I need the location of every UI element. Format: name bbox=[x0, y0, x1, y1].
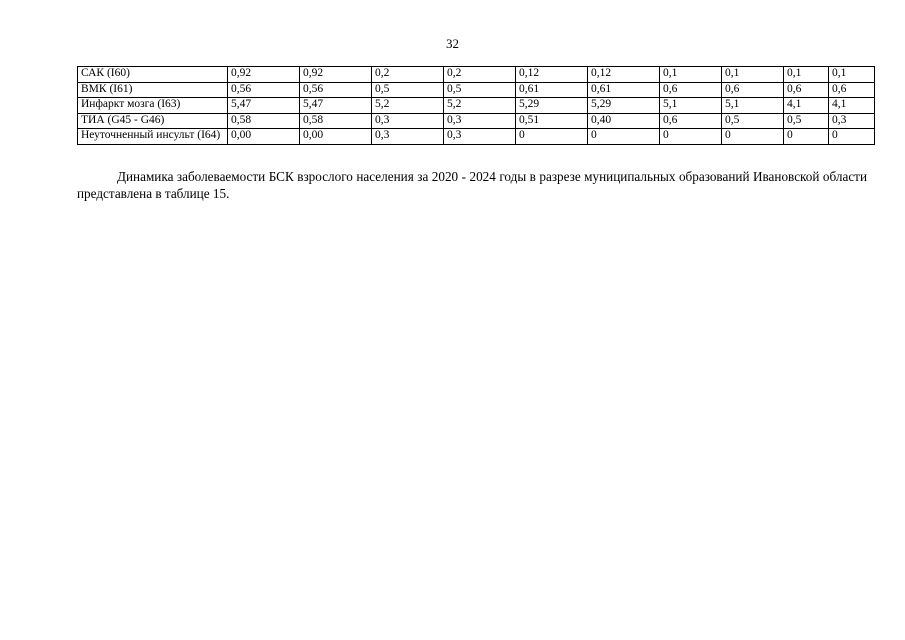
row-label: ТИА (G45 - G46) bbox=[78, 113, 228, 129]
cell-value: 0,6 bbox=[784, 82, 829, 98]
page-number: 32 bbox=[446, 36, 459, 51]
cell-value: 5,1 bbox=[722, 98, 784, 114]
row-label: Неуточненный инсульт (I64) bbox=[78, 129, 228, 145]
cell-value: 5,29 bbox=[516, 98, 588, 114]
cell-value: 0,1 bbox=[784, 67, 829, 83]
cell-value: 0,3 bbox=[829, 113, 875, 129]
cell-value: 0,3 bbox=[372, 129, 444, 145]
table-row bbox=[78, 129, 875, 145]
cell-value: 0,2 bbox=[372, 67, 444, 83]
cell-value: 0 bbox=[784, 129, 829, 145]
cell-value: 0 bbox=[588, 129, 660, 145]
body-paragraph bbox=[77, 168, 867, 203]
cell-value: 0 bbox=[660, 129, 722, 145]
row-label: ВМК (I61) bbox=[78, 82, 228, 98]
table-row bbox=[78, 113, 875, 129]
cell-value: 5,2 bbox=[444, 98, 516, 114]
cell-value: 0,12 bbox=[588, 67, 660, 83]
cell-value: 0 bbox=[516, 129, 588, 145]
table-row bbox=[78, 98, 875, 114]
paragraph-text: Динамика заболеваемости БСК взрослого населения за 2020 - 2024 годы в разрезе муниципальных образований Ивановской области представлена в таблице 15. bbox=[77, 169, 867, 202]
cell-value: 0,58 bbox=[228, 113, 300, 129]
cell-value: 0,56 bbox=[228, 82, 300, 98]
cell-value: 0,51 bbox=[516, 113, 588, 129]
cell-value: 0,3 bbox=[444, 129, 516, 145]
cell-value: 5,1 bbox=[660, 98, 722, 114]
cell-value: 0,12 bbox=[516, 67, 588, 83]
cell-value: 0,92 bbox=[300, 67, 372, 83]
cell-value: 0,58 bbox=[300, 113, 372, 129]
cell-value: 5,47 bbox=[228, 98, 300, 114]
cell-value: 0,92 bbox=[228, 67, 300, 83]
row-label: Инфаркт мозга (I63) bbox=[78, 98, 228, 114]
cell-value: 0,6 bbox=[722, 82, 784, 98]
cell-value: 0,5 bbox=[372, 82, 444, 98]
cell-value: 0,6 bbox=[660, 113, 722, 129]
cell-value: 5,47 bbox=[300, 98, 372, 114]
cell-value: 0,1 bbox=[829, 67, 875, 83]
row-label: САК (I60) bbox=[78, 67, 228, 83]
cell-value: 0,40 bbox=[588, 113, 660, 129]
cell-value: 0,5 bbox=[444, 82, 516, 98]
cell-value: 0,2 bbox=[444, 67, 516, 83]
table-row bbox=[78, 67, 875, 83]
cell-value: 4,1 bbox=[829, 98, 875, 114]
cell-value: 0,00 bbox=[228, 129, 300, 145]
cell-value: 0,00 bbox=[300, 129, 372, 145]
cell-value: 0,6 bbox=[829, 82, 875, 98]
cell-value: 4,1 bbox=[784, 98, 829, 114]
cell-value: 0,1 bbox=[722, 67, 784, 83]
cell-value: 0,5 bbox=[722, 113, 784, 129]
cell-value: 5,29 bbox=[588, 98, 660, 114]
table-row bbox=[78, 82, 875, 98]
statistics-table bbox=[77, 66, 875, 145]
cell-value: 5,2 bbox=[372, 98, 444, 114]
cell-value: 0,3 bbox=[372, 113, 444, 129]
cell-value: 0,6 bbox=[660, 82, 722, 98]
cell-value: 0,5 bbox=[784, 113, 829, 129]
cell-value: 0,1 bbox=[660, 67, 722, 83]
cell-value: 0 bbox=[829, 129, 875, 145]
statistics-table-container bbox=[77, 66, 874, 145]
cell-value: 0,3 bbox=[444, 113, 516, 129]
cell-value: 0,61 bbox=[588, 82, 660, 98]
cell-value: 0 bbox=[722, 129, 784, 145]
cell-value: 0,61 bbox=[516, 82, 588, 98]
cell-value: 0,56 bbox=[300, 82, 372, 98]
